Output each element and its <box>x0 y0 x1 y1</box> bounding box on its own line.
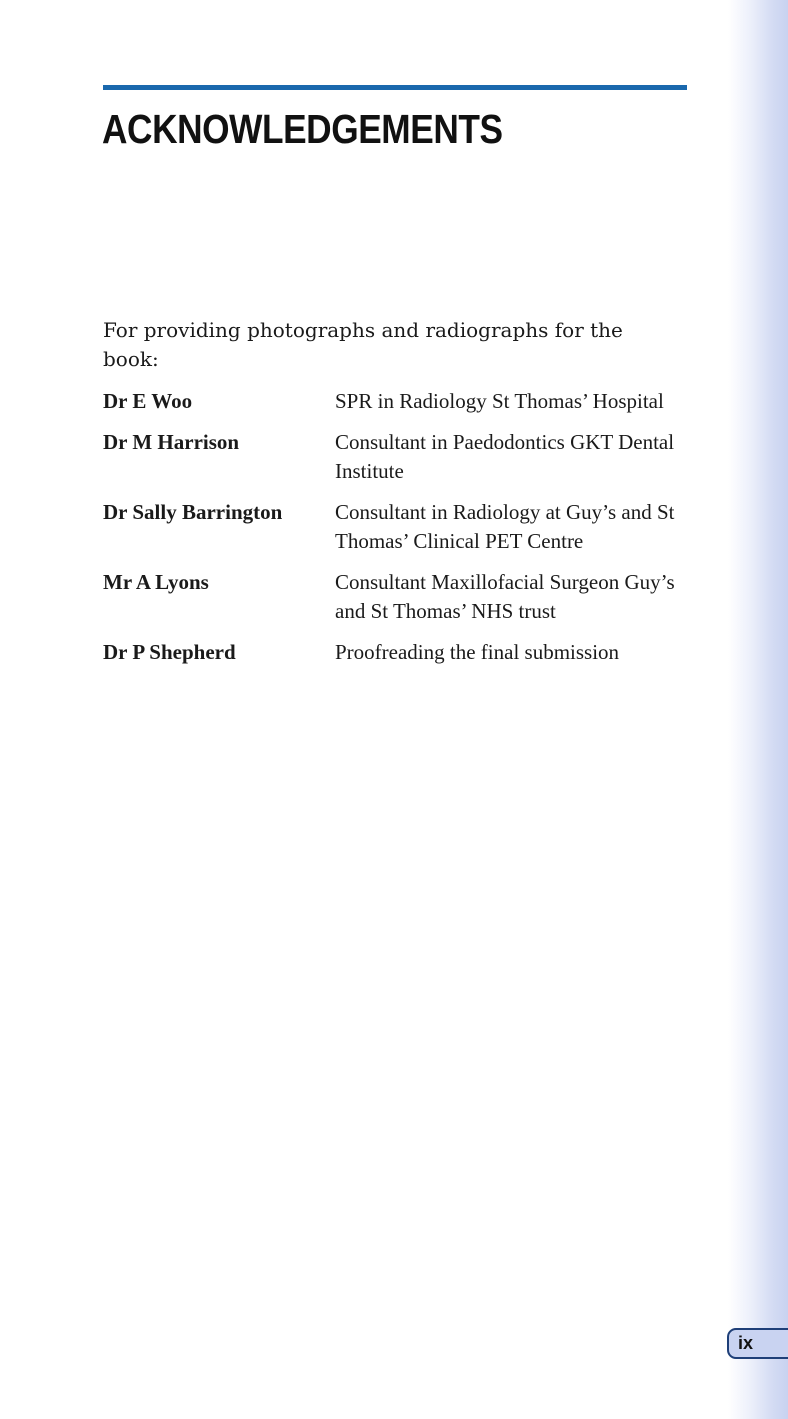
contributor-role: SPR in Radiology St Thomas’ Hospital <box>335 389 664 413</box>
page-number-tab <box>727 1328 788 1359</box>
contributor-role: Consultant in Paedodontics GKT Dental Institute <box>335 430 675 483</box>
contributor-name: Mr A Lyons <box>103 570 209 594</box>
intro-text: For providing photographs and radiographs for the book: <box>103 318 623 371</box>
contributor-role: Consultant in Radiology at Guy’s and St Thomas’ Clinical PET Centre <box>335 500 675 553</box>
page-title: ACKNOWLEDGEMENTS <box>102 106 503 152</box>
acknowledgement-row <box>103 428 703 486</box>
contributor-name: Dr P Shepherd <box>103 640 236 664</box>
contributor-name: Dr Sally Barrington <box>103 500 283 524</box>
acknowledgement-row <box>103 387 703 416</box>
acknowledgements-list <box>103 387 703 679</box>
contributor-name: Dr M Harrison <box>103 430 240 454</box>
heading-rule <box>103 85 687 90</box>
side-color-band <box>728 0 788 1419</box>
contributor-name: Dr E Woo <box>103 389 193 413</box>
page-number: ix <box>738 1333 754 1353</box>
acknowledgement-row <box>103 638 703 667</box>
contributor-role: Proofreading the final submission <box>335 640 620 664</box>
contributor-role: Consultant Maxillofacial Surgeon Guy’s and St Thomas’ NHS trust <box>335 570 675 623</box>
acknowledgement-row <box>103 498 703 556</box>
acknowledgement-row <box>103 568 703 626</box>
